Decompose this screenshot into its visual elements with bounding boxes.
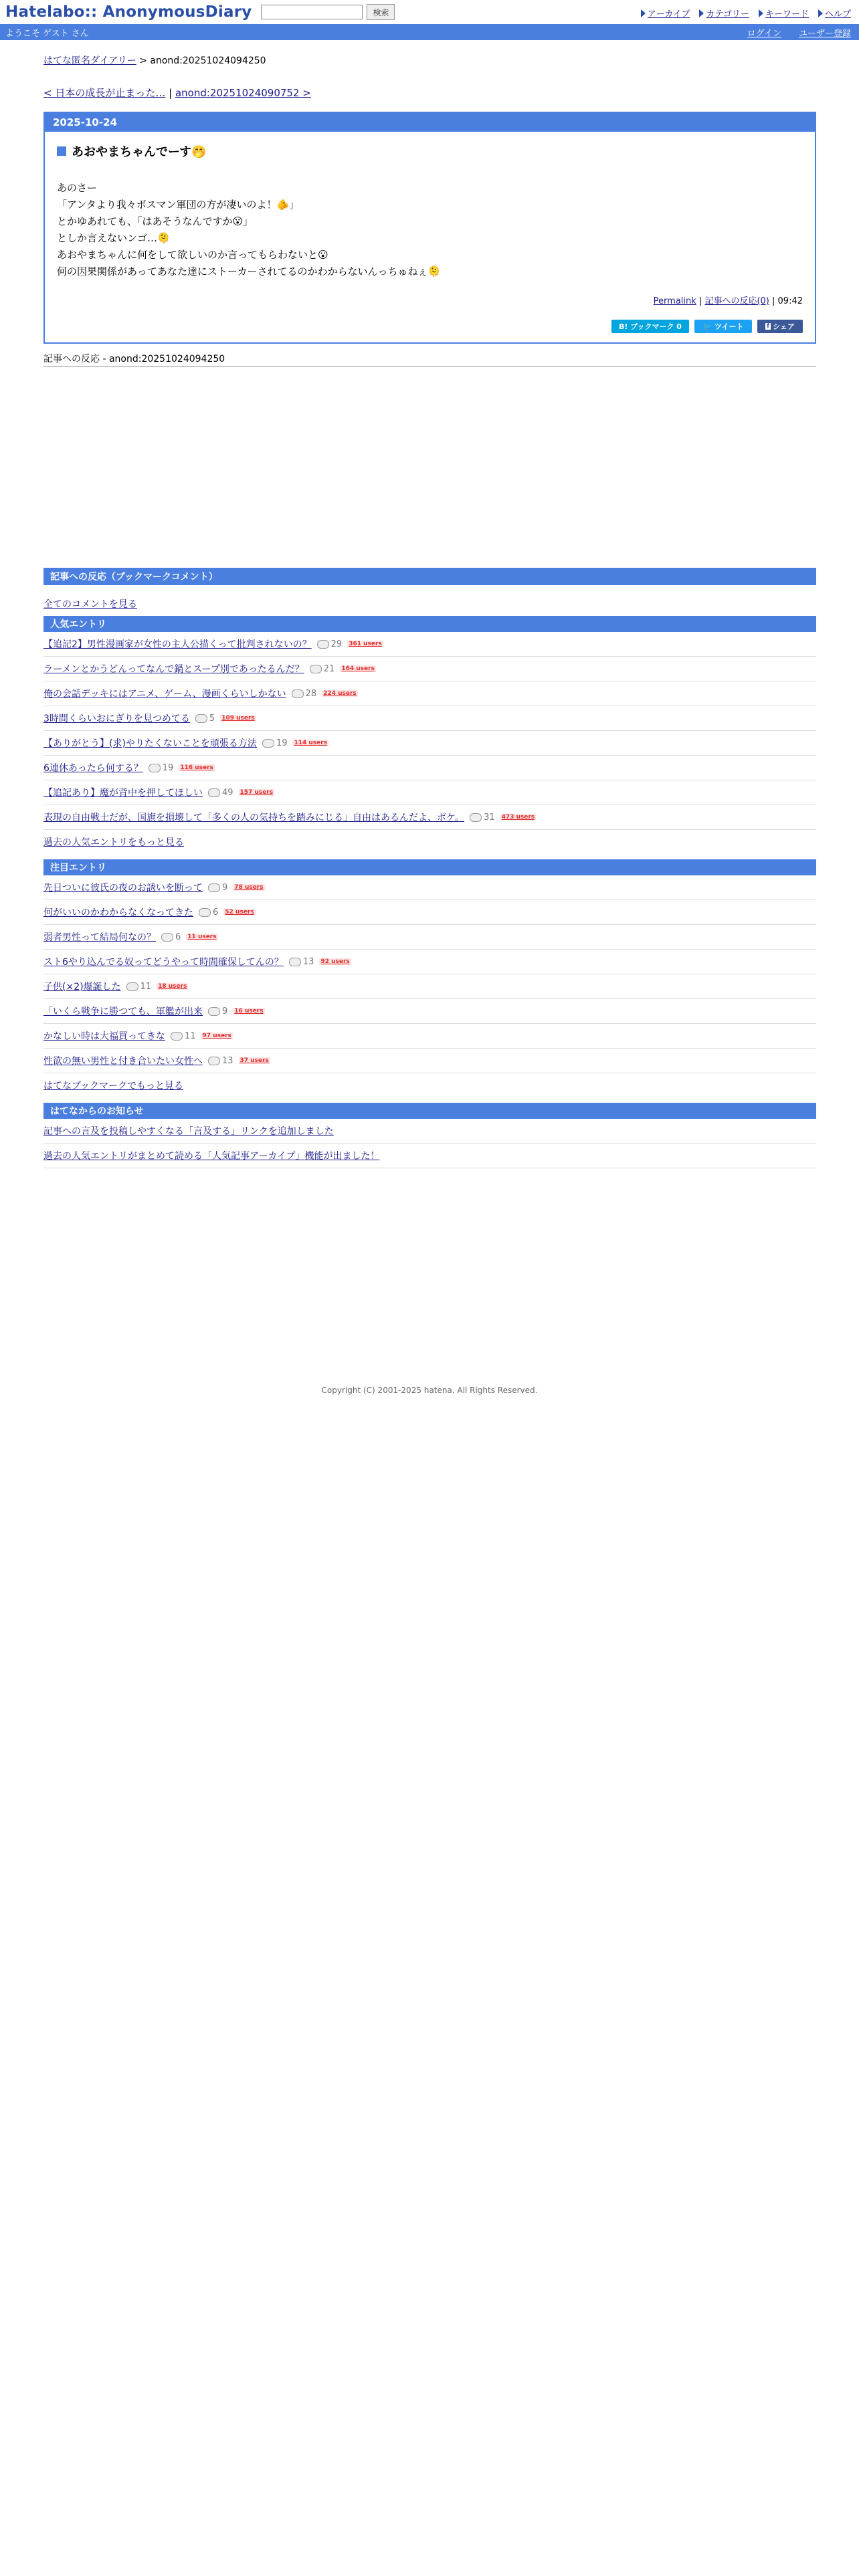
- entry: [45, 132, 815, 342]
- comment-count-value: 5: [209, 713, 215, 724]
- comment-bubble-icon: [289, 958, 301, 966]
- users-badge[interactable]: 473 users: [501, 814, 535, 821]
- bookmark-section-header: 記事への反応（ブックマークコメント）: [43, 568, 816, 585]
- users-badge[interactable]: 224 users: [323, 690, 357, 697]
- list-item: [43, 875, 816, 900]
- permalink[interactable]: Permalink: [653, 296, 696, 306]
- users-badge[interactable]: 116 users: [180, 764, 213, 771]
- users-badge[interactable]: 18 users: [158, 983, 187, 990]
- list-item: [43, 1024, 816, 1049]
- comment-count-value: 13: [222, 1055, 233, 1066]
- list-item: [43, 632, 816, 657]
- meta-sep: |: [769, 296, 778, 306]
- list-item: [43, 706, 816, 731]
- featured-entry-link[interactable]: スト6やり込んでる奴ってどうやって時間確保してんの？: [43, 957, 284, 968]
- day-date: 2025-10-24: [45, 113, 815, 132]
- login-link[interactable]: ログイン: [747, 28, 781, 39]
- popular-entry-link[interactable]: 3時間くらいおにぎりを見つめてる: [43, 714, 190, 724]
- breadcrumb-home[interactable]: はてな匿名ダイアリー: [43, 56, 136, 66]
- prev-entry-link[interactable]: < 日本の成長が止まった…: [43, 87, 166, 99]
- search-form: [261, 4, 395, 20]
- comment-count: [199, 907, 218, 918]
- twitter-icon: 🐦: [702, 322, 715, 331]
- comment-count: [292, 689, 317, 699]
- list-item: [43, 974, 816, 999]
- comment-count: [310, 664, 335, 674]
- comment-count: [470, 813, 495, 823]
- search-input[interactable]: [261, 5, 363, 19]
- comment-count: [289, 957, 314, 967]
- comment-count-value: 19: [276, 738, 288, 748]
- entry-title-text: あおやまちゃんでーす🤭: [72, 145, 207, 159]
- entry-title: [57, 142, 803, 160]
- comment-count: [208, 1056, 233, 1066]
- welcome-bar: [0, 24, 859, 40]
- comment-count: [317, 639, 343, 649]
- featured-more-link[interactable]: はてなブックマークでもっと見る: [43, 1081, 184, 1091]
- twitter-share-button[interactable]: [694, 320, 752, 333]
- ad-space: [43, 367, 816, 568]
- featured-more: [43, 1073, 816, 1097]
- footer-copyright: Copyright (C) 2001-2025 hatena. All Rights Reserved.: [321, 1386, 538, 1395]
- users-badge[interactable]: 52 users: [225, 909, 254, 916]
- list-item: [43, 925, 816, 950]
- reactions-label: 記事への反応 -: [43, 354, 106, 364]
- entry-meta: [57, 294, 803, 306]
- reactions-link[interactable]: 記事への反応(0): [704, 296, 769, 306]
- users-badge[interactable]: 92 users: [320, 958, 350, 965]
- top-nav: [641, 7, 851, 19]
- comment-bubble-icon: [195, 714, 207, 723]
- featured-entry-link[interactable]: 弱者男性って結局何なの？: [43, 932, 156, 943]
- comment-count-value: 28: [305, 688, 317, 699]
- twitter-share-label: ツイート: [714, 322, 744, 331]
- comment-count: [149, 763, 174, 773]
- users-badge[interactable]: 114 users: [294, 740, 328, 746]
- nav-keyword[interactable]: [759, 7, 809, 19]
- square-icon: [57, 146, 66, 156]
- popular-more-link[interactable]: 過去の人気エントリをもっと見る: [43, 837, 184, 848]
- comment-count: [208, 788, 233, 798]
- comment-bubble-icon: [317, 640, 329, 649]
- meta-sep: |: [696, 296, 705, 306]
- comment-count-value: 29: [330, 639, 343, 649]
- featured-list: [43, 875, 816, 1097]
- comment-bubble-icon: [126, 982, 138, 991]
- comment-count: [161, 932, 181, 942]
- users-badge[interactable]: 164 users: [341, 665, 375, 672]
- nav-category[interactable]: [699, 7, 749, 19]
- list-item: [43, 950, 816, 974]
- popular-entry-link[interactable]: 【追記あり】魔が背中を押してほしい: [43, 788, 203, 798]
- users-badge[interactable]: 78 users: [234, 884, 264, 891]
- popular-entry-link[interactable]: 表現の自由戦士だが、国旗を損壊して「多くの人の気持ちを踏みにじる」自由はあるんだよ、ボケ。: [43, 813, 465, 823]
- comment-count-value: 9: [222, 882, 228, 893]
- comment-count-value: 6: [213, 907, 219, 918]
- list-item: [43, 900, 816, 925]
- site-logo[interactable]: Hatelabo:: AnonymousDiary: [5, 3, 252, 21]
- entry-line: あおやまちゃんに何をして欲しいのか言ってもらわないと😮: [57, 249, 328, 261]
- comment-count-value: 21: [323, 663, 335, 674]
- comment-count-value: 6: [175, 932, 181, 942]
- entry-time: 09:42: [777, 296, 803, 306]
- featured-entry-link[interactable]: 先日ついに彼氏の夜のお誘いを断って: [43, 883, 203, 893]
- list-item: [43, 731, 816, 756]
- list-item: [43, 1119, 816, 1144]
- users-badge[interactable]: 11 users: [187, 934, 217, 940]
- triangle-right-icon: [818, 9, 823, 17]
- pager-sep: |: [165, 87, 175, 99]
- breadcrumb-sep: >: [136, 56, 151, 66]
- comment-count: [262, 738, 288, 748]
- popular-more: [43, 830, 816, 854]
- comment-bubble-icon: [208, 883, 220, 892]
- notices-list: [43, 1119, 816, 1168]
- triangle-right-icon: [699, 9, 704, 17]
- popular-entry-link[interactable]: 【追記2】男性漫画家が女性の主人公描くって批判されないの？: [43, 639, 312, 650]
- users-badge[interactable]: 157 users: [240, 789, 274, 796]
- entry-line: とかゆあれても、「はあそうなんですか😮」: [57, 215, 254, 227]
- featured-entry-link[interactable]: 性欲の無い男性と付き合いたい女性へ: [43, 1056, 203, 1067]
- list-item: [43, 1049, 816, 1073]
- entry-line: としか言えないンゴ…🫠: [57, 232, 170, 244]
- comment-count: [171, 1031, 196, 1041]
- nav-help-link[interactable]: ヘルプ: [824, 9, 851, 19]
- popular-entry-link[interactable]: 6連休あったら何する？: [43, 763, 143, 774]
- comment-count: [208, 883, 227, 893]
- comment-bubble-icon: [171, 1032, 183, 1041]
- comment-count-value: 11: [140, 981, 152, 992]
- list-item: [43, 1144, 816, 1168]
- nav-keyword-link[interactable]: キーワード: [765, 9, 809, 19]
- comment-count: [126, 982, 152, 992]
- notice-link[interactable]: 過去の人気エントリがまとめて読める「人気記事アーカイブ」機能が出ました！: [43, 1151, 380, 1162]
- comment-bubble-icon: [310, 665, 322, 673]
- featured-entry-link[interactable]: 何がいいのかわからなくなってきた: [43, 907, 193, 918]
- comment-count-value: 49: [222, 787, 233, 798]
- entry-line: あのさー: [57, 182, 98, 194]
- users-badge[interactable]: 109 users: [221, 715, 255, 722]
- all-comments-link[interactable]: 全てのコメントを見る: [43, 599, 137, 610]
- users-badge[interactable]: 37 users: [240, 1057, 269, 1064]
- nav-archive[interactable]: [641, 7, 690, 19]
- comment-bubble-icon: [292, 689, 304, 698]
- pager: [43, 86, 816, 100]
- facebook-share-button[interactable]: [757, 320, 803, 333]
- popular-header: 人気エントリ: [43, 616, 816, 632]
- main-content: [43, 53, 816, 1168]
- triangle-right-icon: [641, 9, 646, 17]
- day-box: [43, 112, 816, 344]
- comment-count-value: 19: [162, 762, 174, 773]
- list-item: [43, 657, 816, 681]
- hatena-bookmark-button[interactable]: B! ブックマーク 0: [611, 320, 689, 333]
- users-badge[interactable]: 361 users: [349, 641, 382, 647]
- comment-bubble-icon: [149, 764, 161, 772]
- comment-count-value: 13: [302, 956, 314, 967]
- entry-line: 何の因果関係があってあなた達にストーカーされてるのかわからないんっちゅねぇ🫠: [57, 265, 441, 278]
- welcome-text: ようこそ ゲスト さん: [5, 28, 89, 39]
- users-badge[interactable]: 97 users: [202, 1033, 231, 1039]
- list-item: [43, 780, 816, 805]
- nav-help[interactable]: [818, 7, 851, 19]
- reactions-id: anond:20251024094250: [108, 354, 225, 364]
- list-item: [43, 999, 816, 1024]
- featured-entry-link[interactable]: 子供(×2)爆誕した: [43, 982, 121, 992]
- triangle-right-icon: [759, 9, 763, 17]
- account-links: [747, 26, 851, 39]
- popular-entry-link[interactable]: 俺の会話デッキにはアニメ、ゲーム、漫画くらいしかない: [43, 689, 286, 700]
- featured-entry-link[interactable]: 「いくら戦争に勝つても、軍艦が出来: [43, 1006, 203, 1017]
- notice-link[interactable]: 記事への言及を投稿しやすくなる「言及する」リンクを追加しました: [43, 1126, 334, 1137]
- next-entry-link[interactable]: anond:20251024090752 >: [175, 87, 311, 99]
- notices-header: はてなからのお知らせ: [43, 1103, 816, 1119]
- list-item: [43, 756, 816, 780]
- top-header: [0, 0, 859, 24]
- register-link[interactable]: ユーザー登録: [798, 28, 851, 39]
- list-item: [43, 805, 816, 830]
- popular-list: [43, 632, 816, 854]
- users-badge[interactable]: 16 users: [234, 1008, 264, 1014]
- comment-bubble-icon: [470, 813, 482, 822]
- all-comments: [43, 597, 816, 611]
- facebook-share-label: シェア: [773, 322, 795, 331]
- entry-line: 「アンタより我々ボスマン軍団の方が凄いのよ！🫵」: [57, 199, 300, 211]
- featured-header: 注目エントリ: [43, 859, 816, 875]
- comment-bubble-icon: [199, 908, 211, 917]
- comment-bubble-icon: [161, 933, 173, 942]
- list-item: [43, 681, 816, 706]
- popular-entry-link[interactable]: ラーメンとかうどんってなんで鍋とスープ別であったるんだ？: [43, 664, 304, 675]
- comment-count: [208, 1006, 227, 1016]
- comment-bubble-icon: [208, 788, 220, 797]
- comment-count-value: 11: [185, 1031, 196, 1041]
- comment-count-value: 9: [222, 1006, 228, 1016]
- comment-bubble-icon: [208, 1057, 220, 1065]
- share-buttons: [57, 320, 803, 333]
- entry-body: [57, 180, 803, 280]
- comment-count: [195, 714, 215, 724]
- breadcrumb-current: anond:20251024094250: [150, 56, 266, 66]
- nav-category-link[interactable]: カテゴリー: [706, 9, 749, 19]
- search-button[interactable]: 検索: [367, 4, 395, 20]
- comment-count-value: 31: [484, 812, 495, 823]
- facebook-icon: f: [767, 323, 770, 330]
- breadcrumb: [43, 53, 816, 67]
- comment-bubble-icon: [208, 1007, 220, 1016]
- featured-entry-link[interactable]: かなしい時は大福買ってきな: [43, 1031, 165, 1042]
- nav-archive-link[interactable]: アーカイブ: [647, 9, 690, 19]
- comment-bubble-icon: [262, 739, 274, 748]
- popular-entry-link[interactable]: 【ありがとう】(求)やりたくないことを頑張る方法: [43, 738, 257, 749]
- reactions-line: [43, 352, 816, 367]
